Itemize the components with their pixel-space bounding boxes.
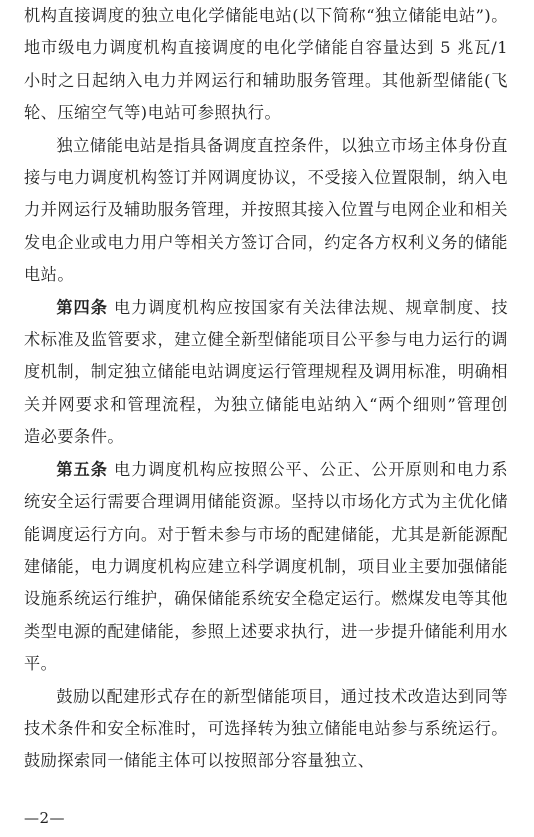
paragraph-text: 鼓励以配建形式存在的新型储能项目，通过技术改造达到同等技术条件和安全标准时，可选择转为独立储能电站参与系统运行。鼓励探索同一储能主体可以按照部分容量独立、 bbox=[24, 686, 508, 771]
document-body bbox=[24, 0, 508, 778]
article-heading: 第五条 bbox=[56, 459, 108, 479]
paragraph-text: 电力调度机构应按照公平、公正、公开原则和电力系统安全运行需要合理调用储能资源。坚持以市场化方式为主优化储能调度运行方向。对于暂未参与市场的配建储能，尤其是新能源配建储能，电力调度机构应建立科学调度机制，项目业主要加强储能设施系统运行维护，确保储能系统安全稳定运行。燃煤发电等其他类型电源的配建储能，参照上述要求执行，进一步提升储能利用水平。 bbox=[24, 459, 509, 674]
paragraph-text: 独立储能电站是指具备调度直控条件，以独立市场主体身份直接与电力调度机构签订并网调度协议，不受接入位置限制，纳入电力并网运行及辅助服务管理，并按照其接入位置与电网企业和相关发电企业或电力用户等相关方签订合同，约定各方权利义务的储能电站。 bbox=[24, 135, 508, 285]
paragraph-text: 电力调度机构应按国家有关法律法规、规章制度、技术标准及监管要求，建立健全新型储能项目公平参与电力运行的调度机制，制定独立储能电站调度运行管理规程及调用标准，明确相关并网要求和管理流程，为独立储能电站纳入“两个细则”管理创造必要条件。 bbox=[24, 297, 509, 447]
paragraph-independent-storage-definition bbox=[24, 130, 508, 292]
paragraph-encourage-conversion bbox=[24, 681, 508, 778]
article-heading: 第四条 bbox=[56, 297, 108, 317]
page-number: —2— bbox=[24, 809, 66, 827]
paragraph-article-4 bbox=[24, 292, 508, 454]
paragraph-text: 机构直接调度的独立电化学储能电站(以下简称“独立储能电站”)。地市级电力调度机构直接调度的电化学储能自容量达到 5 兆瓦/1 小时之日起纳入电力并网运行和辅助服务管理。其他新型储能(飞轮、压缩空气等)电站可参照执行。 bbox=[24, 6, 508, 123]
paragraph-continuation bbox=[24, 0, 508, 130]
paragraph-article-5 bbox=[24, 454, 508, 681]
